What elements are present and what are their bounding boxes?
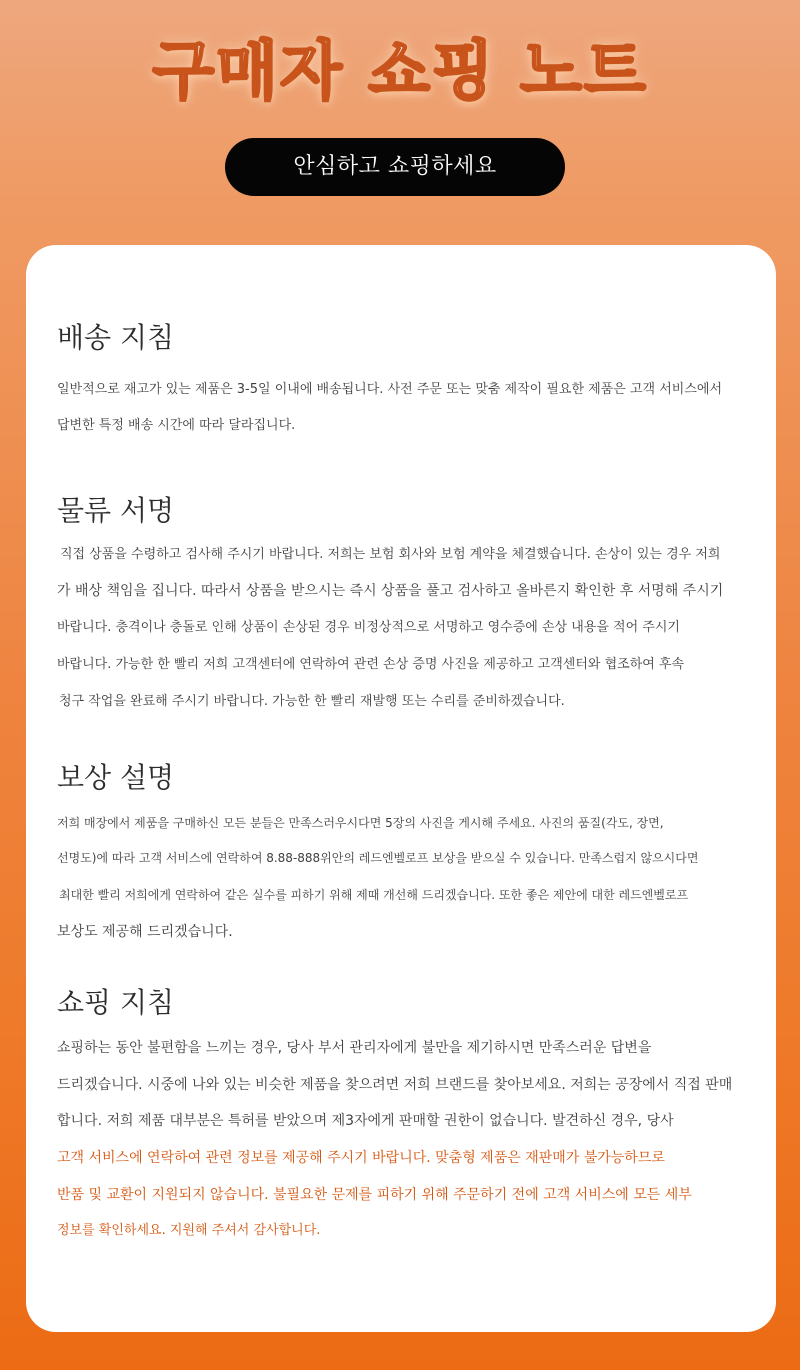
text-line: 청구 작업을 완료해 주시기 바랍니다. 가능한 한 빨리 재발행 또는 수리를 준비하겠습니다. <box>59 694 565 709</box>
text-line: 선명도)에 따라 고객 서비스에 연락하여 8.88-888위안의 레드엔벨로프 보상을 받으실 수 있습니다. 만족스럽지 않으시다면 <box>57 851 699 865</box>
text-line-highlight: 반품 및 교환이 지원되지 않습니다. 불필요한 문제를 피하기 위해 주문하기 전에 고객 서비스에 모든 세부 <box>57 1187 692 1203</box>
text-line: 바랍니다. 충격이나 충돌로 인해 상품이 손상된 경우 비정상적으로 서명하고 영수증에 손상 내용을 적어 주시기 <box>57 620 680 635</box>
text-line: 최대한 빨리 저희에게 연락하여 같은 실수를 피하기 위해 제때 개선해 드리겠습니다. 또한 좋은 제안에 대한 레드엔벨로프 <box>59 888 689 902</box>
text-line: 쇼핑하는 동안 불편함을 느끼는 경우, 당사 부서 관리자에게 불만을 제기하시면 만족스러운 답변을 <box>57 1040 652 1056</box>
section-title-delivery-signature: 물류 서명 <box>57 494 175 527</box>
section-title-shopping: 쇼핑 지침 <box>57 986 175 1019</box>
text-line: 저희 매장에서 제품을 구매하신 모든 분들은 만족스러우시다면 5장의 사진을 게시해 주세요. 사진의 품질(각도, 장면, <box>57 816 664 830</box>
text-line: 일반적으로 재고가 있는 제품은 3-5일 이내에 배송됩니다. 사전 주문 또는 맞춤 제작이 필요한 제품은 고객 서비스에서 <box>57 382 723 397</box>
text-line: 드리겠습니다. 시중에 나와 있는 비슷한 제품을 찾으려면 저희 브랜드를 찾아보세요. 저희는 공장에서 직접 판매 <box>57 1077 733 1093</box>
content-card <box>26 245 776 1332</box>
text-line: 가 배상 책임을 집니다. 따라서 상품을 받으시는 즉시 상품을 풀고 검사하고 올바른지 확인한 후 서명해 주시기 <box>57 583 724 599</box>
page-title: 구매자 쇼핑 노트 <box>152 35 648 109</box>
section-title-shipping: 배송 지침 <box>57 321 175 354</box>
text-line: 합니다. 저희 제품 대부분은 특허를 받았으며 제3자에게 판매할 권한이 없습니다. 발견하신 경우, 당사 <box>57 1113 674 1129</box>
text-line: 보상도 제공해 드리겠습니다. <box>57 924 233 940</box>
text-line: 직접 상품을 수령하고 검사해 주시기 바랍니다. 저희는 보험 회사와 보험 계약을 체결했습니다. 손상이 있는 경우 저희 <box>60 547 721 562</box>
section-title-reward: 보상 설명 <box>57 761 175 794</box>
reassurance-badge: 안심하고 쇼핑하세요 <box>225 138 565 196</box>
text-line-highlight: 고객 서비스에 연락하여 관련 정보를 제공해 주시기 바랍니다. 맞춤형 제품은 재판매가 불가능하므로 <box>57 1150 665 1166</box>
text-line-highlight: 정보를 확인하세요. 지원해 주셔서 감사합니다. <box>57 1223 321 1238</box>
text-line: 답변한 특정 배송 시간에 따라 달라집니다. <box>57 418 296 433</box>
text-line: 바랍니다. 가능한 한 빨리 저희 고객센터에 연락하여 관련 손상 증명 사진을 제공하고 고객센터와 협조하여 후속 <box>57 657 685 672</box>
